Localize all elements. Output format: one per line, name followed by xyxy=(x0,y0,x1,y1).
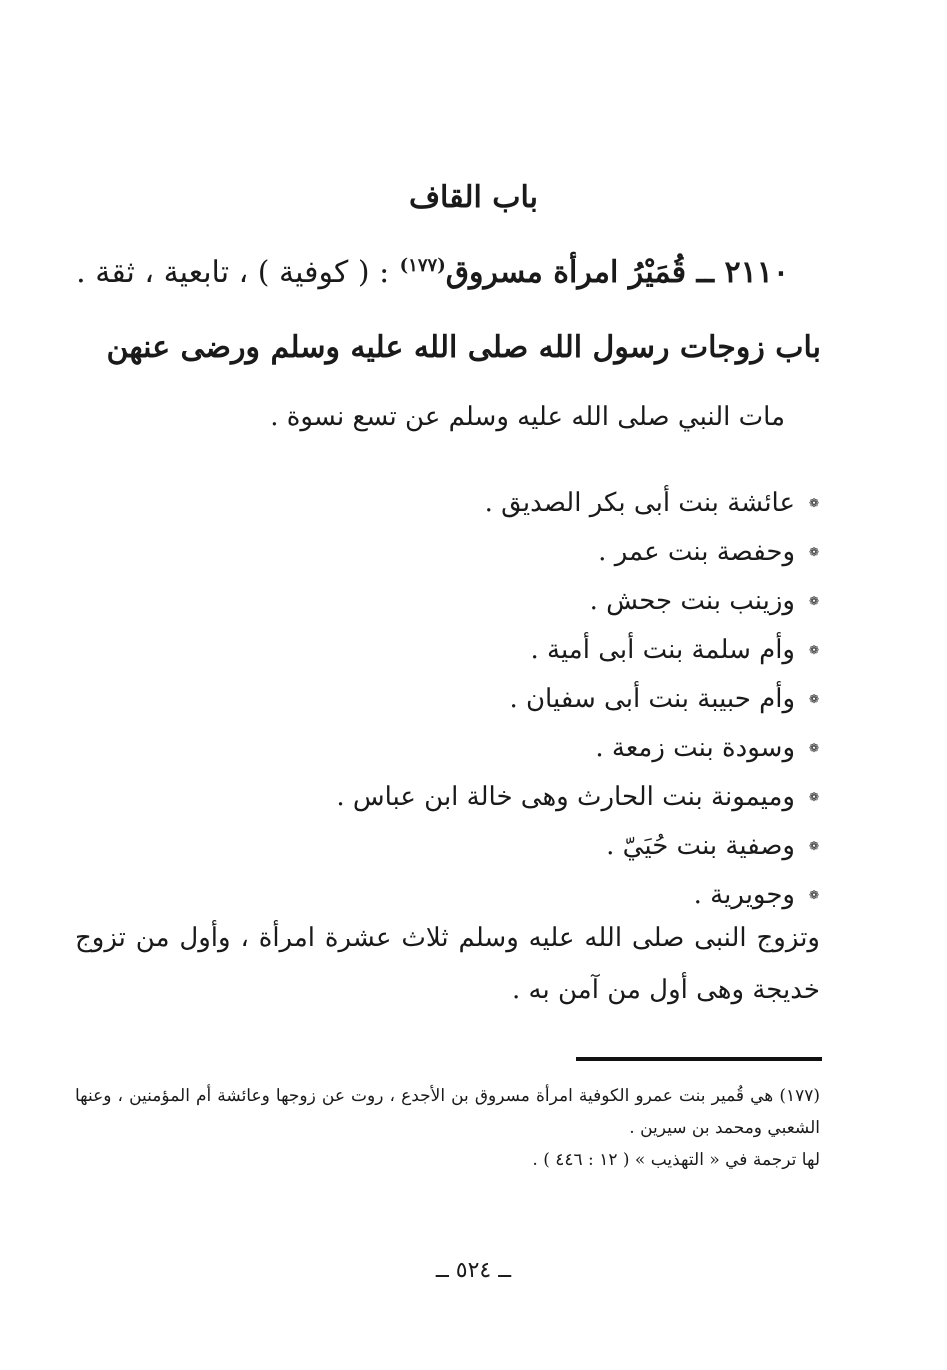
list-item-text: وأم حبيبة بنت أبى سفيان . xyxy=(509,683,795,714)
flower-bullet-icon: ❁ xyxy=(808,593,819,608)
flower-bullet-icon: ❁ xyxy=(808,789,819,804)
wives-list xyxy=(336,478,819,919)
list-item xyxy=(336,674,819,723)
flower-bullet-icon: ❁ xyxy=(808,740,819,755)
entry-description: : ( كوفية ) ، تابعية ، ثقة . xyxy=(76,255,390,290)
list-item xyxy=(336,723,819,772)
list-item-text: وزينب بنت جحش . xyxy=(589,585,795,616)
list-item xyxy=(336,527,819,576)
list-item-text: وصفية بنت حُيَيّ . xyxy=(606,830,795,861)
footnote-reference-line: لها ترجمة في « التهذيب » ( ١٢ : ٤٤٦ ) . xyxy=(532,1150,820,1170)
intro-sentence: مات النبي صلى الله عليه وسلم عن تسع نسوة . xyxy=(270,402,785,432)
footnote-reference[interactable]: (١٧٧) xyxy=(399,255,446,276)
entry-heading xyxy=(76,255,789,290)
list-item xyxy=(336,821,819,870)
list-item xyxy=(336,772,819,821)
footnotes xyxy=(75,1080,820,1176)
flower-bullet-icon: ❁ xyxy=(808,691,819,706)
list-item-text: وميمونة بنت الحارث وهى خالة ابن عباس . xyxy=(336,781,795,812)
list-item-text: وأم سلمة بنت أبى أمية . xyxy=(530,634,795,665)
list-item xyxy=(336,625,819,674)
footnote-divider xyxy=(576,1057,822,1061)
footnote-177: (١٧٧) هي قُمير بنت عمرو الكوفية امرأة مسروق بن الأجدع ، روت عن زوجها وعائشة أم المؤمنين ، وعنها الشعبي ومحمد بن سيرين . xyxy=(75,1086,820,1138)
flower-bullet-icon: ❁ xyxy=(808,838,819,853)
entry-name: قُمَيْرُ امرأة مسروق xyxy=(445,255,687,290)
flower-bullet-icon: ❁ xyxy=(808,642,819,657)
list-item-text: وحفصة بنت عمر . xyxy=(598,536,795,567)
list-item-text: وجويرية . xyxy=(693,879,795,910)
flower-bullet-icon: ❁ xyxy=(808,887,819,902)
flower-bullet-icon: ❁ xyxy=(808,544,819,559)
list-item-text: عائشة بنت أبى بكر الصديق . xyxy=(484,487,795,518)
list-item-text: وسودة بنت زمعة . xyxy=(595,732,795,763)
page-number: ــ ٥٢٤ ــ xyxy=(435,1258,512,1283)
section-title: باب زوجات رسول الله صلى الله عليه وسلم ورضى عنهن xyxy=(106,330,821,365)
list-item xyxy=(336,478,819,527)
entry-number: ٢١١٠ ــ xyxy=(696,255,789,290)
flower-bullet-icon: ❁ xyxy=(808,495,819,510)
chapter-title: باب القاف xyxy=(408,180,539,215)
list-item xyxy=(336,576,819,625)
marriages-paragraph: وتزوج النبى صلى الله عليه وسلم ثلاث عشرة امرأة ، وأول من تزوج خديجة وهى أول من آمن به . xyxy=(75,923,820,1005)
